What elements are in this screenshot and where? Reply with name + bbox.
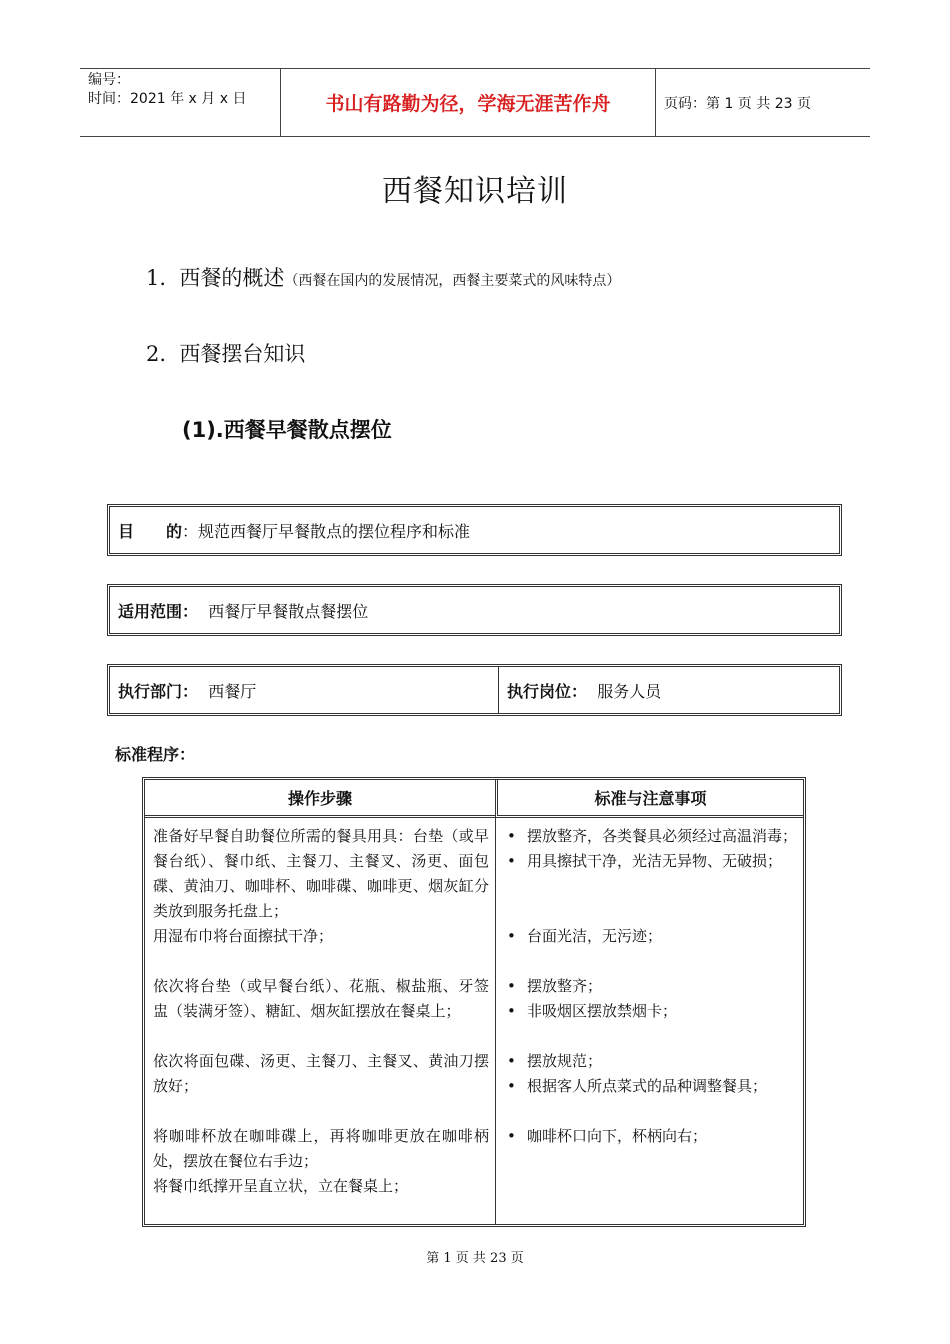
page-label: 页码：第 1 页 共 23 页 [664,95,811,112]
scope-box [107,584,842,636]
section-1 [146,262,620,292]
subsection-title: (1).西餐早餐散点摆位 [182,418,392,442]
section-note: （西餐在国内的发展情况，西餐主要菜式的风味特点） [284,273,621,289]
step-item: 用湿布巾将台面擦拭干净； [153,927,334,945]
section-2 [146,338,305,368]
scope-value: 西餐厅早餐散点餐摆位 [208,601,369,621]
page-header [80,68,870,137]
post-value: 服务人员 [597,681,662,701]
section-number: 2. [146,342,167,366]
time-label: 时间：2021 年 x 月 x 日 [88,91,247,107]
procedure-table [142,777,806,1227]
step-item: 将餐巾纸撑开呈直立状，立在餐桌上； [153,1177,409,1195]
dept-label: 执行部门： [118,681,199,701]
dept-cell [110,667,499,713]
note-item: • 摆放规范； [505,1049,801,1074]
document-title: 西餐知识培训 [382,174,568,209]
purpose-label: 目 的 [118,521,183,541]
post-label: 执行岗位： [507,681,588,701]
note-item: • 用具擦拭干净，光洁无异物、无破损； [505,849,801,874]
column-divider [495,818,496,1224]
dept-post-box [107,664,842,716]
section-title: 西餐的概述 [179,266,285,290]
step-item: 将咖啡杯放在咖啡碟上，再将咖啡更放在咖啡柄处，摆放在餐位右手边； [153,1127,489,1170]
purpose-box [107,504,842,556]
table-header-notes: 标准与注意事项 [495,780,803,818]
standard-procedure-label: 标准程序： [115,745,196,764]
note-item: • 根据客人所点菜式的品种调整餐具； [505,1074,801,1099]
dept-value: 西餐厅 [208,681,257,701]
purpose-value: ：规范西餐厅早餐散点的摆位程序和标准 [182,521,471,541]
step-item: 依次将台垫（或早餐台纸）、花瓶、椒盐瓶、牙签盅（装满牙签）、糖缸、烟灰缸摆放在餐桌上； [153,977,489,1020]
scope-label: 适用范围： [118,601,199,621]
note-item: • 摆放整齐，各类餐具必须经过高温消毒； [505,824,801,849]
section-title: 西餐摆台知识 [179,342,306,366]
number-label: 编号： [88,72,130,88]
steps-column [153,824,489,1199]
note-item: • 非吸烟区摆放禁烟卡； [505,999,801,1024]
section-number: 1. [146,266,167,290]
table-header-steps: 操作步骤 [145,780,495,818]
motto: 书山有路勤为径，学海无涯苦作舟 [280,69,656,136]
post-cell [499,667,661,713]
page-footer: 第 1 页 共 23 页 [426,1251,524,1266]
note-item: • 咖啡杯口向下，杯柄向右； [505,1124,801,1149]
note-item: • 摆放整齐； [505,974,801,999]
step-item: 依次将面包碟、汤更、主餐刀、主餐叉、黄油刀摆放好； [153,1052,489,1095]
notes-column [505,824,801,1149]
step-item: 准备好早餐自助餐位所需的餐具用具：台垫（或早餐台纸）、餐巾纸、主餐刀、主餐叉、汤更、面包碟、黄油刀、咖啡杯、咖啡碟、咖啡更、烟灰缸分类放到服务托盘上； [153,827,489,920]
note-item: • 台面光洁，无污迹； [505,924,801,949]
header-meta [80,69,280,136]
